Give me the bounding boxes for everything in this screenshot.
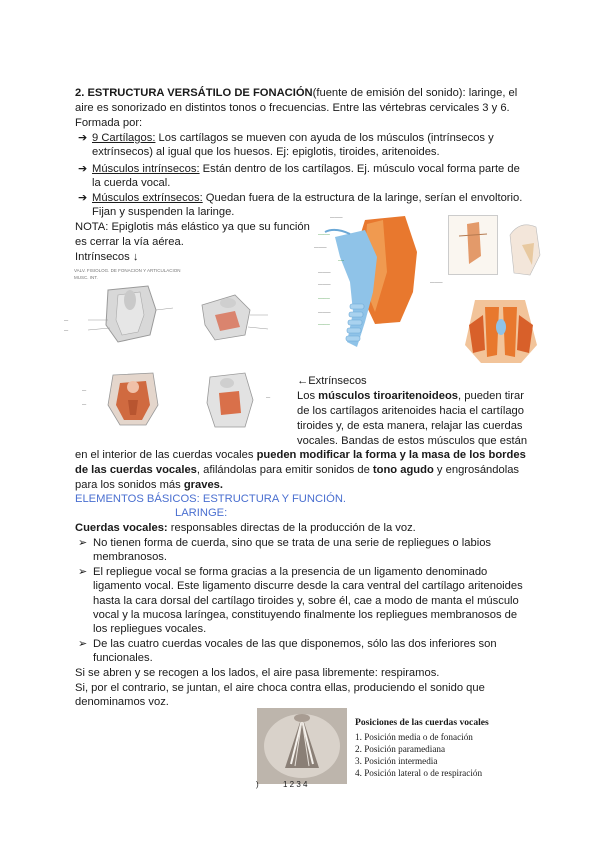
extrinsecos-line-2: de los cartílagos aritenoides hacia el cartílago [297, 405, 524, 417]
extrinsecos-line-7: para los sonidos más graves. [75, 479, 224, 491]
tiny-figure-label: ——— [330, 215, 343, 220]
bullet-2-line-5: los repliegues vocales. [93, 623, 207, 635]
extrinsecos-line-1: Los músculos tiroaritenoideos, pueden tirar [297, 390, 524, 402]
inset-figure-muscle [448, 215, 498, 275]
list-item-cartilagos-cont: extrínsecos) al igual que los huesos. Ej: epiglotis, tiroides, aritenoides. [92, 146, 440, 158]
bullet-2-line-1: El repliegue vocal se forma gracias a la presencia de un ligamento denominado [93, 566, 488, 578]
tiny-figure-label: — [64, 318, 69, 323]
larynx-intrinsic-figure-1 [78, 280, 178, 350]
posicion-3: 3. Posición intermedia [355, 756, 438, 766]
bullet-3-line-1: De las cuatro cuerdas vocales de las que disponemos, sólo las dos inferiores son [93, 638, 497, 650]
heading-bold: 2. ESTRUCTURA VERSÁTILO DE FONACIÓN [75, 87, 313, 99]
bullet-3-line-2: funcionales. [93, 652, 153, 664]
posiciones-title: Posiciones de las cuerdas vocales [355, 717, 489, 728]
inset-figure-head [500, 215, 548, 281]
nota-line-1: NOTA: Epiglotis más elástico ya que su función [75, 221, 310, 233]
nota-line-2: es cerrar la vía aérea. [75, 236, 184, 248]
tiny-figure-label-green: ──── [318, 232, 330, 237]
bullet-2-line-3: hasta la cara dorsal del cartílago tiroides y, sobre él, cae a modo de manta el músculo [93, 595, 519, 607]
posicion-1: 1. Posición media o de fonación [355, 732, 473, 742]
larynx-intrinsic-figure-4 [195, 365, 265, 435]
vocal-cords-photo [257, 708, 347, 784]
tiny-figure-label: ——— [318, 282, 331, 287]
extrinsecos-line-6: de las cuerdas vocales, afilándolas para emitir sonidos de tono agudo y engrosándolas [75, 464, 520, 476]
tiny-figure-label: ——— [314, 245, 327, 250]
tiny-figure-label: — [64, 328, 69, 333]
tiny-figure-label-green: ──── [318, 296, 330, 301]
list-item-extrinsecos: Músculos extrínsecos: Quedan fuera de la estructura de la laringe, serían el envoltorio. [92, 192, 523, 204]
section-heading [75, 86, 517, 101]
heading-rest: (fuente de emisión del sonido): laringe, el [312, 87, 518, 99]
bullet-1-line-2: membranosos. [93, 551, 167, 563]
tiny-figure-label: ——— [318, 310, 331, 315]
posicion-4: 4. Posición lateral o de respiración [355, 768, 483, 778]
arrow-bullet-icon: ➔ [78, 163, 88, 175]
laringe-subtitle: LARINGE: [175, 507, 228, 519]
bullet-2-line-4: vocal y la mucosa laríngea, constituyendo finalmente los repliegues membranosos de [93, 609, 518, 621]
triangle-bullet-icon: ➢ [78, 638, 88, 650]
tiny-figure-label: — [82, 388, 87, 393]
formada-por: Formada por: [75, 117, 143, 129]
extrinsecos-line-4: vocales. Bandas de estos músculos que están [297, 435, 528, 447]
arrow-bullet-icon: ➔ [78, 192, 88, 204]
figure-caption-small: VALV. FISIOLOG. DE FONACION Y ARTICULACION [74, 268, 181, 273]
arrow-bullet-icon: ➔ [78, 132, 88, 144]
stray-mark: ) [256, 780, 259, 789]
tiny-figure-label: — [266, 395, 271, 400]
triangle-bullet-icon: ➢ [78, 537, 88, 549]
list-item-intrinsecos: Músculos intrínsecos: Están dentro de los cartílagos. Ej. músculo vocal forma parte de [92, 163, 520, 175]
extrinsecos-title: ←Extrínsecos [297, 375, 367, 387]
tiny-figure-label-green: ──── [318, 322, 330, 327]
elementos-title: ELEMENTOS BÁSICOS: ESTRUCTURA Y FUNCIÓN. [75, 493, 347, 505]
bullet-1-line-1: No tienen forma de cuerda, sino que se trata de una serie de repliegues o labios [93, 537, 492, 549]
figure-caption-small-2: MUSC. INT. [74, 275, 98, 280]
cuerdas-vocales-intro: Cuerdas vocales: responsables directas de la producción de la voz. [75, 522, 416, 534]
tiny-figure-label: ——— [430, 280, 443, 285]
position-numbers: 1 2 3 4 [283, 780, 308, 789]
intrinsecos-label: Intrínsecos ↓ [75, 251, 139, 263]
intro-line: aire es sonorizado en distintos tonos o frecuencias. Entre las vértebras cervicales 3 y 6. [75, 102, 510, 114]
closing-line-3: denominamos voz. [75, 696, 169, 708]
list-item-extrinsecos-cont: Fijan y suspenden la laringe. [92, 206, 235, 218]
larynx-intrinsic-figure-3 [98, 365, 168, 430]
extrinsecos-line-5: en el interior de las cuerdas vocales pueden modificar la forma y la masa de los bordes [75, 449, 526, 461]
posicion-2: 2. Posición paramediana [355, 744, 446, 754]
tiny-figure-label: ——— [318, 270, 331, 275]
extrinsecos-line-3: tiroides y, de esta manera, relajar las cuerdas [297, 420, 523, 432]
closing-line-1: Si se abren y se recogen a los lados, el aire pasa libremente: respiramos. [75, 667, 440, 679]
triangle-bullet-icon: ➢ [78, 566, 88, 578]
neck-muscles-figure [455, 295, 547, 365]
larynx-intrinsic-figure-2 [190, 285, 270, 350]
bullet-2-line-2: ligamento vocal. Este ligamento discurre desde la cara ventral del cartílago aritenoides [93, 580, 523, 592]
list-item-intrinsecos-cont: la cuerda vocal. [92, 177, 171, 189]
tiny-figure-label-green: ── [338, 258, 344, 263]
list-item-cartilagos: 9 Cartílagos: Los cartílagos se mueven con ayuda de los músculos (intrínsecos y [92, 132, 494, 144]
tiny-figure-label: — [82, 402, 87, 407]
closing-line-2: Si, por el contrario, se juntan, el aire choca contra ellas, produciendo el sonido que [75, 682, 485, 694]
